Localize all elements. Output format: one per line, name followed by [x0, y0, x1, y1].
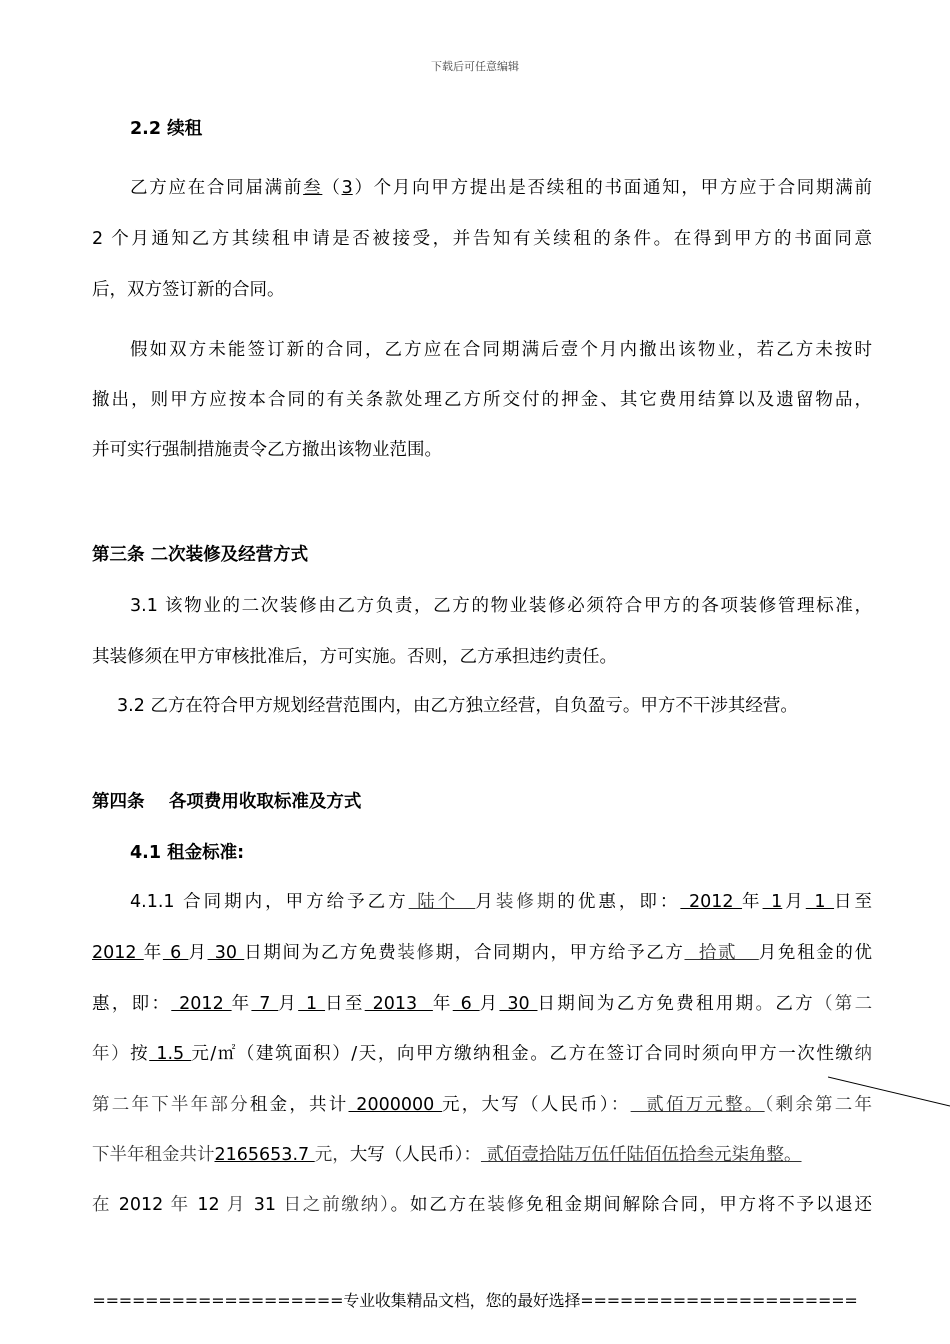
underlined-value: 2012	[171, 994, 232, 1014]
text-run: 日至	[325, 994, 365, 1014]
article-4-title: 第四条 各项费用收取标准及方式	[92, 792, 362, 812]
underlined-value: 1.5	[149, 1044, 192, 1064]
text-run: 年	[170, 1195, 190, 1215]
paragraph-line: 3.2 乙方在符合甲方规划经营范围内，由乙方独立经营，自负盈亏。甲方不干涉其经营。	[117, 696, 798, 716]
paragraph-line	[92, 1194, 872, 1216]
text-run: 的优惠，即：	[557, 892, 681, 912]
paragraph-line	[92, 1144, 892, 1166]
text-run: 月	[188, 943, 208, 963]
underlined-value: 2012	[680, 892, 743, 912]
underlined-value: 3	[341, 178, 353, 198]
underlined-value: 30	[499, 994, 538, 1014]
underlined-value: 30	[207, 943, 245, 963]
text-run: （第二	[814, 994, 872, 1014]
text-run: 第二年下半年部分	[92, 1095, 250, 1115]
text-run: 下半年租金共计	[92, 1145, 215, 1165]
text-run: 年	[432, 994, 453, 1014]
paragraph-line: 2 个月通知乙方其续租申请是否被接受，并告知有关续租的条件。在得到甲方的书面同意	[92, 229, 872, 249]
text-run: 装修	[487, 1195, 526, 1215]
text-run: 月免租金的优	[758, 943, 872, 963]
text-run: 12	[189, 1195, 228, 1215]
text-run: 乙方应在合同届满前	[130, 178, 304, 198]
text-run: 乙方	[775, 994, 815, 1014]
text-run: 。如乙方在	[390, 1195, 488, 1215]
text-run: 免租金期间解除合同，甲方将不予以退还	[525, 1195, 872, 1215]
comment-connector-line	[828, 1076, 950, 1108]
text-run: 日至	[834, 892, 872, 912]
paragraph-line: 撤出，则甲方应按本合同的有关条款处理乙方所交付的押金、其它费用结算以及遗留物品，	[92, 390, 872, 410]
text-run: 租金，共计	[249, 1095, 349, 1115]
underlined-value: 贰佰壹拾陆万伍仟陆佰伍拾叁元柒角整。	[480, 1145, 802, 1165]
text-run: 元，	[314, 1145, 350, 1165]
underlined-value: 1	[762, 892, 783, 912]
underlined-value: 6	[162, 943, 189, 963]
text-run: （	[322, 178, 342, 198]
text-run: 日期间为乙方免费租用期	[537, 994, 756, 1014]
underlined-value: 2012	[92, 943, 144, 963]
section-4-1-title: 4.1 租金标准:	[130, 843, 245, 863]
underlined-value: 6	[452, 994, 480, 1014]
text-run: 4.1.1 合同期内，甲方给予乙方	[130, 892, 409, 912]
text-run: 月	[475, 892, 496, 912]
paragraph-line	[92, 942, 872, 964]
text-run: ：	[610, 1095, 631, 1115]
text-run: 31	[246, 1195, 284, 1215]
underlined-value: 1	[298, 994, 326, 1014]
text-run: 在	[92, 1195, 112, 1215]
text-run: 装修期	[495, 892, 558, 912]
text-run: 日之前缴纳）	[283, 1195, 391, 1215]
text-run: 元/㎡（建筑面积）/天，向甲方缴纳租金。乙方在签订合同时须向甲方一次性缴	[191, 1044, 855, 1064]
text-run: 纳	[854, 1044, 872, 1064]
underlined-value: 7	[251, 994, 279, 1014]
text-run: ）个月向甲方提出是否续租的书面通知，甲方应于合同期满前	[352, 178, 872, 198]
text-run: 装修	[397, 943, 436, 963]
paragraph-line: 假如双方未能签订新的合同，乙方应在合同期满后壹个月内撤出该物业，若乙方未按时	[130, 340, 872, 360]
underlined-value: 2165653.7	[214, 1145, 315, 1165]
underlined-value: 1	[805, 892, 835, 912]
page-footer: ===================专业收集精品文档，您的最好选择=====================	[92, 1291, 858, 1310]
paragraph-line: 其装修须在甲方审核批准后，方可实施。否则，乙方承担违约责任。	[92, 647, 617, 667]
paragraph-line	[130, 177, 872, 199]
text-run: 2012	[111, 1195, 171, 1215]
text-run: 月	[227, 1195, 247, 1215]
underlined-value: 2013	[364, 994, 433, 1014]
underlined-value: 贰佰万元整。	[630, 1095, 765, 1115]
text-run: 大写（人民币）	[349, 1145, 464, 1165]
text-run: 按	[130, 1044, 150, 1064]
text-run: 年）	[92, 1044, 131, 1064]
paragraph-line: 并可实行强制措施责令乙方撤出该物业范围。	[92, 440, 442, 460]
text-run: 元，大写（人民币）	[442, 1095, 611, 1115]
text-run: 年	[742, 892, 763, 912]
text-run: 月	[479, 994, 500, 1014]
text-run: （剩余第二年	[764, 1095, 872, 1115]
underlined-value: 拾贰	[684, 943, 759, 963]
paragraph-line	[130, 891, 872, 913]
text-run: 月	[278, 994, 299, 1014]
text-run: 期，合同期内，甲方给予乙方	[435, 943, 685, 963]
paragraph-line	[92, 993, 872, 1015]
article-3-title: 第三条 二次装修及经营方式	[92, 545, 309, 565]
underlined-value: 2000000	[348, 1095, 443, 1115]
underlined-value: 叁	[303, 178, 323, 198]
paragraph-line	[92, 1094, 872, 1116]
text-run: ：	[463, 1145, 481, 1165]
text-run: 。	[755, 994, 776, 1014]
paragraph-line: 后，双方签订新的合同。	[92, 280, 285, 300]
text-run: 年	[231, 994, 252, 1014]
underlined-value: 陆个	[408, 892, 476, 912]
section-2-2-title: 2.2 续租	[130, 119, 203, 139]
text-run: 日期间为乙方免费	[244, 943, 398, 963]
paragraph-line	[92, 1043, 872, 1065]
paragraph-line: 3.1 该物业的二次装修由乙方负责，乙方的物业装修必须符合甲方的各项装修管理标准，	[130, 596, 872, 616]
text-run: 月	[782, 892, 806, 912]
page-header: 下载后可任意编辑	[431, 60, 519, 73]
text-run: 年	[143, 943, 163, 963]
text-run: 惠，即：	[92, 994, 172, 1014]
